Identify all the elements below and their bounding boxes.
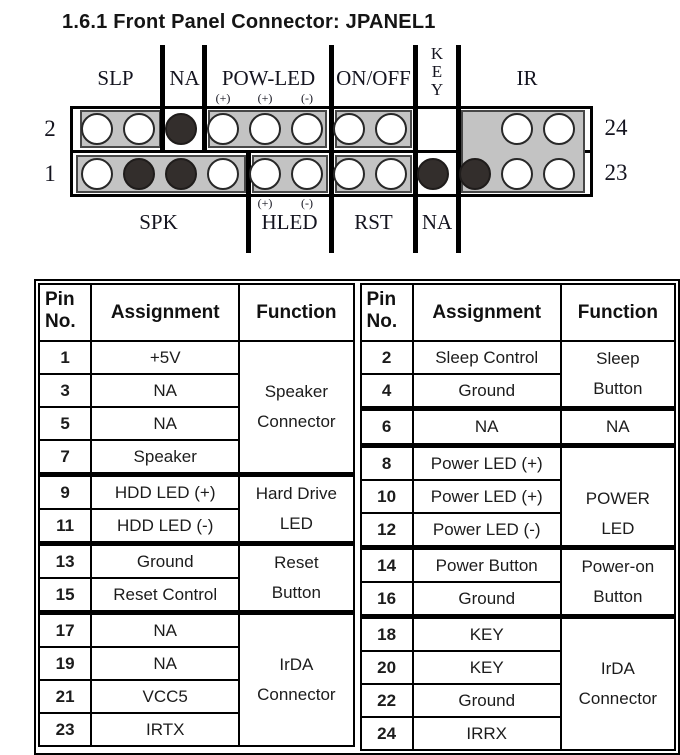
table-row [361, 341, 676, 374]
function-line: Speaker [264, 382, 329, 401]
pin-cell: 15 [39, 578, 91, 613]
row-number-1: 1 [44, 161, 56, 186]
assignment-cell: IRRX [413, 717, 561, 750]
function-line: Connector [578, 689, 658, 708]
pin-2-circle [81, 113, 113, 145]
table-row [361, 446, 676, 481]
assignment-header: Assignment [413, 284, 561, 341]
function-cell [239, 613, 353, 747]
function-cell [239, 544, 353, 613]
function-line: IrDA [279, 655, 314, 674]
assignment-cell: +5V [91, 341, 239, 374]
function-line: Reset [274, 553, 319, 572]
page-title: 1.6.1 Front Panel Connector: JPANEL1 [62, 11, 436, 33]
hled-plus-label: (+) [257, 196, 273, 210]
pin-cell: 3 [39, 374, 91, 407]
assignment-cell: Reset Control [91, 578, 239, 613]
assignment-cell: NA [91, 613, 239, 648]
function-line: IrDA [600, 659, 635, 678]
assignment-cell: NA [413, 409, 561, 446]
assignment-cell: NA [91, 407, 239, 440]
assignment-cell: Sleep Control [413, 341, 561, 374]
assignment-cell: Speaker [91, 440, 239, 475]
pin-cell: 6 [361, 409, 413, 446]
hled-minus-label: (-) [301, 196, 313, 210]
powled-plus2-label: (+) [257, 91, 273, 105]
pin-14-circle [333, 113, 365, 145]
pin-table-right-container [360, 283, 677, 751]
assignment-cell: Power Button [413, 548, 561, 583]
function-header: Function [239, 284, 353, 341]
assignment-cell: HDD LED (-) [91, 509, 239, 544]
pin-cell: 5 [39, 407, 91, 440]
pin-table-left-container [38, 283, 355, 751]
assignment-cell: Ground [413, 684, 561, 717]
table-row [361, 548, 676, 583]
divider-slp-na [160, 45, 165, 151]
pin-cell: 17 [39, 613, 91, 648]
function-line: Button [593, 379, 643, 398]
table-row [39, 475, 354, 510]
function-line: Power-on [581, 557, 655, 576]
pin-19-circle [459, 158, 491, 190]
assignment-cell: Ground [413, 582, 561, 617]
assignment-cell: Ground [91, 544, 239, 579]
pin-cell: 13 [39, 544, 91, 579]
pin-cell: 10 [361, 480, 413, 513]
function-line: Button [271, 583, 321, 602]
row-number-24: 24 [604, 115, 628, 140]
pin-table-right [360, 283, 677, 751]
function-line: Connector [257, 412, 336, 431]
pin-cell: 9 [39, 475, 91, 510]
row-number-23: 23 [604, 160, 628, 185]
function-line: POWER [585, 489, 650, 508]
pin-cell: 19 [39, 647, 91, 680]
pin-assignment-table [34, 279, 680, 755]
pin-1-circle [81, 158, 113, 190]
table-row [39, 341, 354, 374]
function-cell [561, 409, 675, 446]
pin-9-circle [249, 158, 281, 190]
pin-cell: 8 [361, 446, 413, 481]
function-line: Sleep [596, 349, 640, 368]
key-letter-k: K [430, 44, 444, 63]
pin-15-circle [375, 158, 407, 190]
function-line: NA [606, 417, 630, 436]
slp-label: SLP [97, 66, 134, 90]
pin-23-circle [543, 158, 575, 190]
pin-no-header-line: No. [45, 311, 76, 332]
pin-7-circle [207, 158, 239, 190]
function-cell [561, 341, 675, 409]
assignment-cell: VCC5 [91, 680, 239, 713]
pin-4-circle [123, 113, 155, 145]
na-top-label: NA [169, 66, 200, 90]
pin-cell: 14 [361, 548, 413, 583]
pin-24-circle [543, 113, 575, 145]
function-cell [561, 617, 675, 751]
pin-no-header-line: No. [366, 311, 398, 332]
function-cell [561, 446, 675, 548]
function-line: LED [279, 514, 313, 533]
pin-13-circle [333, 158, 365, 190]
pin-no-header-line: Pin [366, 289, 397, 310]
assignment-cell: NA [91, 374, 239, 407]
pin-no-header-line: Pin [45, 289, 75, 310]
pin-cell: 20 [361, 651, 413, 684]
function-line: LED [601, 519, 635, 538]
assignment-cell: HDD LED (+) [91, 475, 239, 510]
header-row [39, 284, 354, 341]
pin-cell: 21 [39, 680, 91, 713]
pin-17-circle [417, 158, 449, 190]
pin-cell: 7 [39, 440, 91, 475]
pin-21-circle [501, 158, 533, 190]
header-row [361, 284, 676, 341]
pin-cell: 4 [361, 374, 413, 409]
table-row [39, 613, 354, 648]
key-letter-e: E [431, 62, 443, 81]
table-row [39, 544, 354, 579]
assignment-cell: Ground [413, 374, 561, 409]
pin-11-circle [291, 158, 323, 190]
assignment-cell: NA [91, 647, 239, 680]
key-letter-y: Y [430, 80, 444, 99]
pow-led-label: POW-LED [221, 66, 316, 90]
pin-5-circle [165, 158, 197, 190]
table-row [361, 617, 676, 652]
pin-3-circle [123, 158, 155, 190]
function-cell [561, 548, 675, 617]
pin-10-circle [249, 113, 281, 145]
function-line: Connector [257, 685, 336, 704]
pin-cell: 24 [361, 717, 413, 750]
pin-no-header [39, 284, 91, 341]
row-number-2: 2 [44, 116, 56, 141]
pin-6-circle [165, 113, 197, 145]
pin-cell: 16 [361, 582, 413, 617]
pin-16-circle [375, 113, 407, 145]
assignment-cell: Power LED (+) [413, 480, 561, 513]
function-header: Function [561, 284, 675, 341]
powled-minus-label: (-) [301, 91, 313, 105]
pin-cell: 23 [39, 713, 91, 746]
pin-12-circle [291, 113, 323, 145]
assignment-cell: IRTX [91, 713, 239, 746]
pin-no-header [361, 284, 413, 341]
function-cell [239, 341, 353, 475]
pin-table-left [38, 283, 355, 747]
pin-cell: 22 [361, 684, 413, 717]
spk-label: SPK [139, 210, 178, 234]
assignment-cell: Power LED (-) [413, 513, 561, 548]
pin-cell: 1 [39, 341, 91, 374]
hled-label: HLED [261, 210, 318, 234]
pin-cell: 11 [39, 509, 91, 544]
table-row [361, 409, 676, 446]
function-line: Hard Drive [255, 484, 337, 503]
on-off-label: ON/OFF [336, 66, 411, 90]
powled-plus1-label: (+) [215, 91, 231, 105]
assignment-header: Assignment [91, 284, 239, 341]
assignment-cell: KEY [413, 617, 561, 652]
pin-8-circle [207, 113, 239, 145]
pin-cell: 12 [361, 513, 413, 548]
function-cell [239, 475, 353, 544]
assignment-cell: Power LED (+) [413, 446, 561, 481]
function-line: Button [593, 587, 643, 606]
pin-22-circle [501, 113, 533, 145]
pin-cell: 2 [361, 341, 413, 374]
pin-cell: 18 [361, 617, 413, 652]
key-label [418, 45, 456, 99]
connector-diagram [0, 0, 680, 260]
ir-label: IR [516, 66, 538, 90]
na-bottom-label: NA [421, 210, 453, 234]
assignment-cell: KEY [413, 651, 561, 684]
rst-label: RST [354, 210, 393, 234]
